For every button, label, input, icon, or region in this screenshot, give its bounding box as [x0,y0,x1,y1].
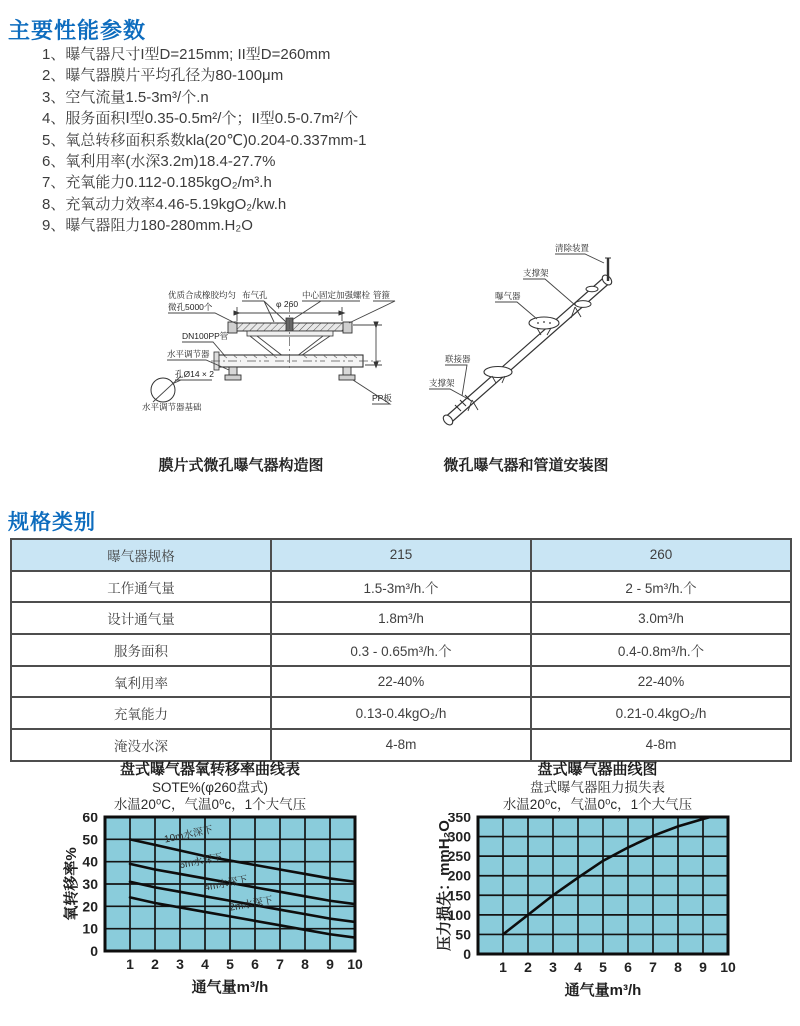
diagram-label: 支撑架 [523,268,549,278]
performance-item: 9、曝气器阻力180-280mm.H₂O [42,217,253,235]
svg-text:6: 6 [251,956,259,972]
performance-item: 5、氧总转移面积系数kla(20℃)0.204-0.337mm-1 [42,131,367,149]
svg-text:20: 20 [82,898,98,915]
svg-text:压力损失：mmH₂O: 压力损失：mmH₂O [435,820,453,951]
svg-text:通气量m³/h: 通气量m³/h [564,982,641,999]
table-cell: 氧利用率 [11,666,271,698]
spec-table [10,538,792,762]
table-row [11,634,791,666]
diagram-label: 联接器 [445,354,471,364]
table-cell: 2 - 5m³/h.个 [531,571,791,603]
dim-label: φ 260 [276,299,299,309]
chart-subtitle: SOTE%(φ260盘式) [151,780,269,795]
diagram-label: 孔Ø14 × 2 [175,369,214,379]
chart-condition: 水温20⁰c，气温0⁰c，1个大气压 [502,797,693,812]
table-cell: 服务面积 [11,634,271,666]
table-cell: 4-8m [531,729,791,761]
table-cell: 3.0m³/h [531,602,791,634]
chart-title: 盘式曝气器氧转移率曲线表 [119,761,300,778]
table-cell: 淹没水深 [11,729,271,761]
svg-text:5: 5 [226,956,234,972]
chart-title: 盘式曝气器曲线图 [537,761,658,778]
svg-text:7: 7 [648,959,657,975]
svg-text:2: 2 [151,956,159,972]
svg-text:4m水深下: 4m水深下 [203,874,249,894]
svg-text:350: 350 [447,813,471,825]
diagram-label: 管箍 [373,290,391,300]
svg-text:4: 4 [201,956,209,972]
svg-text:8: 8 [673,959,682,975]
svg-text:3: 3 [176,956,184,972]
chart-condition: 水温20⁰C，气温0⁰c，1个大气压 [113,797,307,812]
performance-item: 6、氧利用率(水深3.2m)18.4-27.7% [42,153,276,171]
svg-text:通气量m³/h: 通气量m³/h [191,979,269,996]
table-cell: 0.21-0.4kgO₂/h [531,697,791,729]
svg-text:8: 8 [301,956,309,972]
table-cell: 1.8m³/h [271,602,531,634]
diagram-label: DN100PP管 [182,331,229,341]
spec-header-cell: 曝气器规格 [11,539,271,571]
svg-text:0: 0 [90,943,98,959]
svg-text:10m水深下: 10m水深下 [163,824,214,846]
svg-text:1: 1 [126,956,134,972]
spec-header-cell: 215 [271,539,531,571]
construction-diagram [125,243,415,455]
svg-text:4: 4 [573,959,582,975]
svg-text:2m水深下: 2m水深下 [228,895,274,914]
svg-text:3: 3 [548,959,557,975]
svg-text:1: 1 [498,959,507,975]
table-cell: 0.13-0.4kgO₂/h [271,697,531,729]
installation-diagram [425,238,685,450]
svg-text:30: 30 [82,876,98,892]
performance-item: 4、服务面积Ⅰ型0.35-0.5m²/个；II型0.5-0.7m²/个 [42,110,359,128]
svg-text:9: 9 [326,956,334,972]
performance-item: 1、曝气器尺寸I型D=215mm; II型D=260mm [42,46,331,63]
performance-item: 3、空气流量1.5-3m³/个.n [42,88,209,106]
svg-text:9: 9 [698,959,707,975]
table-row [11,666,791,698]
chart-subtitle: 盘式曝气器阻力损失表 [530,780,665,795]
table-cell: 充氧能力 [11,697,271,729]
diagram-label: 微孔5000个 [168,302,213,312]
table-cell: 4-8m [271,729,531,761]
diagram-label: 水平调节器 [167,349,210,359]
svg-text:150: 150 [447,887,471,904]
svg-text:6: 6 [623,959,632,975]
diagram-label: PP板 [372,393,392,403]
svg-text:100: 100 [447,906,471,923]
table-row [11,571,791,603]
spec-table-header-row [11,539,791,571]
table-cell: 1.5-3m³/h.个 [271,571,531,603]
table-cell: 工作通气量 [11,571,271,603]
performance-item: 2、曝气器膜片平均孔径为80-100μm [42,67,284,85]
svg-text:7: 7 [276,956,284,972]
spec-header-cell: 260 [531,539,791,571]
sote-chart-plot [50,813,370,1009]
pressure-chart [425,760,770,1009]
svg-text:10: 10 [347,956,363,972]
diagram-label: 曝气器 [495,291,521,301]
table-cell: 22-40% [271,666,531,698]
table-cell: 0.3 - 0.65m³/h.个 [271,634,531,666]
table-cell: 设计通气量 [11,602,271,634]
svg-text:10: 10 [719,959,736,975]
diagram-label: 水平调节器基础 [142,402,202,412]
section-title-performance: 主要性能参数 [8,18,147,43]
table-cell: 22-40% [531,666,791,698]
performance-item: 7、充氧能力0.112-0.185kgO₂/m³.h [42,174,272,192]
diagram-label: 支撑架 [429,378,455,388]
svg-text:6m水深下: 6m水深下 [178,852,224,872]
svg-text:50: 50 [454,926,471,943]
table-row [11,602,791,634]
diagram-label: 优质合成橡胶均匀 [168,290,237,300]
construction-caption: 膜片式微孔曝气器构造图 [158,457,324,474]
sote-chart [40,760,380,1009]
section-title-specs: 规格类别 [8,511,96,534]
svg-text:0: 0 [462,946,471,962]
svg-text:250: 250 [447,848,471,865]
table-row [11,697,791,729]
svg-text:200: 200 [447,867,471,884]
diagram-label: 清除装置 [555,243,590,253]
svg-text:300: 300 [447,828,471,845]
svg-text:60: 60 [82,813,98,825]
table-row [11,729,791,761]
svg-text:2: 2 [523,959,532,975]
installation-drawing [425,238,685,450]
svg-text:氧转移率%: 氧转移率% [63,847,80,921]
performance-item: 8、充氧动力效率4.46-5.19kgO₂/kw.h [42,195,287,213]
diagram-label: 中心固定加强螺栓 [302,290,371,300]
diagram-label: 布气孔 [242,290,268,300]
installation-caption: 微孔曝气器和管道安装图 [443,457,609,474]
pressure-chart-plot [433,813,763,1009]
svg-text:40: 40 [82,853,98,870]
performance-list [42,44,366,237]
construction-drawing [125,243,415,455]
table-cell: 0.4-0.8m³/h.个 [531,634,791,666]
svg-text:10: 10 [82,920,98,937]
svg-text:50: 50 [82,831,98,848]
svg-text:5: 5 [598,959,607,975]
